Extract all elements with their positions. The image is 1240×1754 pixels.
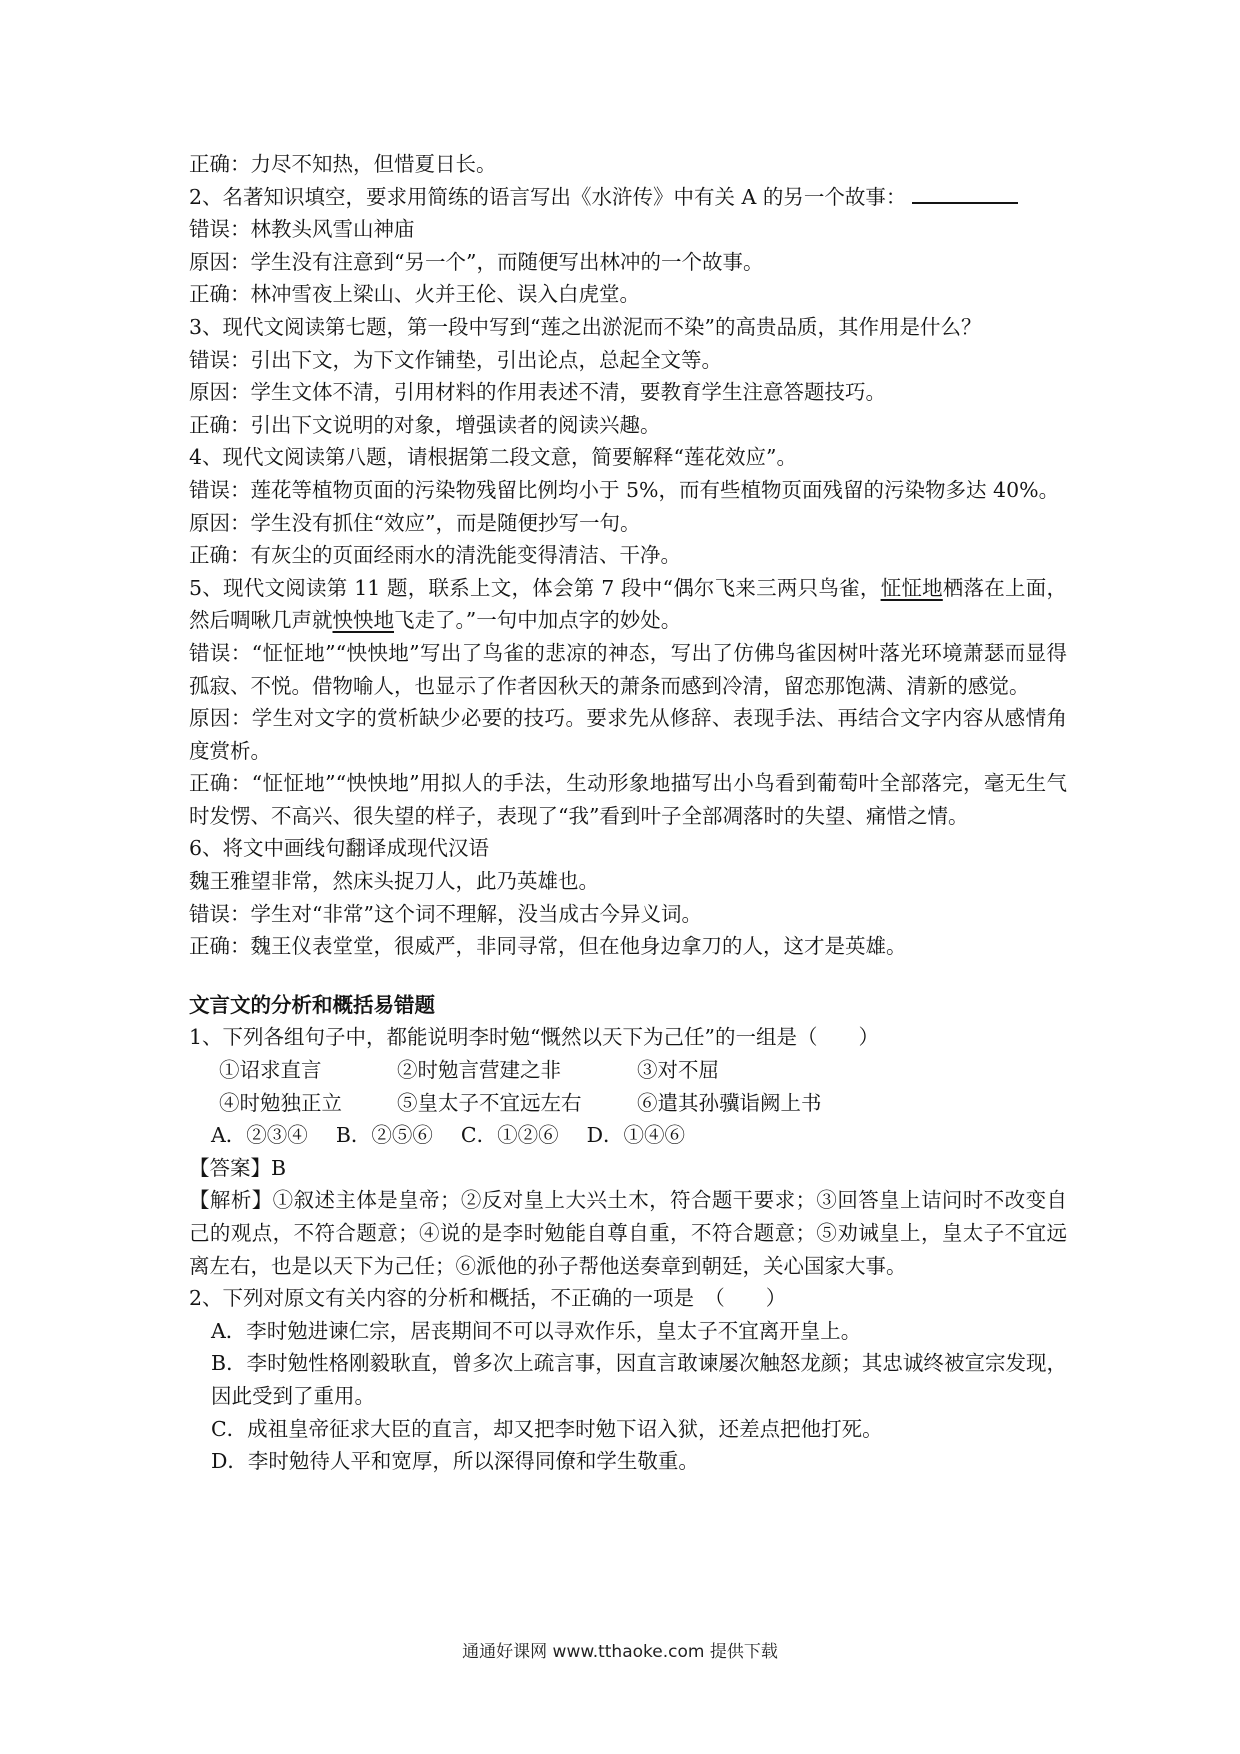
text-line: 魏王雅望非常，然床头捉刀人，此乃英雄也。 bbox=[189, 869, 599, 894]
option-item: ⑤皇太子不宜远左右 bbox=[397, 1090, 582, 1115]
question-text: 飞走了。”一句中加点字的妙处。 bbox=[394, 608, 682, 633]
question-5 bbox=[189, 572, 1067, 637]
text-line: 原因：学生没有抓住“效应”，而是随便抄写一句。 bbox=[189, 510, 641, 535]
text-paragraph: 错误：莲花等植物页面的污染物残留比例均小于 5%，而有些植物页面残留的污染物多达 40%。 bbox=[189, 477, 1060, 502]
page-footer: 通通好课网 www.tthaoke.com 提供下载 bbox=[462, 1642, 778, 1662]
option-c: C．成祖皇帝征求大臣的直言，却又把李时勉下诏入狱，还差点把他打死。 bbox=[211, 1416, 883, 1441]
option-item: ④时勉独正立 bbox=[219, 1090, 342, 1115]
choice-c: C．①②⑥ bbox=[460, 1123, 559, 1148]
analysis-paragraph: 【解析】①叙述主体是皇帝；②反对皇上大兴土木，符合题干要求；③回答皇上诘问时不改变自己的观点，不符合题意；④说的是李时勉能自尊自重，不符合题意；⑤劝诫皇上，皇太子不宜远离左右，也是以天下为己任；⑥派他的孙子帮他送奏章到朝廷，关心国家大事。 bbox=[189, 1188, 1067, 1278]
option-b: B．李时勉性格刚毅耿直，曾多次上疏言事，因直言敢谏屡次触怒龙颜；其忠诚终被宣宗发现，因此受到了重用。 bbox=[211, 1351, 1067, 1408]
question-3: 3、现代文阅读第七题，第一段中写到“莲之出淤泥而不染”的高贵品质，其作用是什么？ bbox=[189, 314, 982, 339]
question-6: 6、将文中画线句翻译成现代汉语 bbox=[189, 836, 490, 861]
choices-row bbox=[189, 1119, 1067, 1152]
question-2 bbox=[189, 181, 1067, 214]
text-paragraph: 原因：学生对文字的赏析缺少必要的技巧。要求先从修辞、表现手法、再结合文字内容从感情角度赏析。 bbox=[189, 706, 1067, 763]
text-paragraph: 正确：“怔怔地”“怏怏地”用拟人的手法，生动形象地描写出小鸟看到葡萄叶全部落完，毫无生气时发愣、不高兴、很失望的样子，表现了“我”看到叶子全部凋落时的失望、痛惜之情。 bbox=[189, 771, 1067, 828]
text-line: 错误：学生对“非常”这个词不理解，没当成古今异义词。 bbox=[189, 901, 702, 926]
text-line: 错误：引出下文，为下文作铺垫，引出论点，总起全文等。 bbox=[189, 347, 722, 372]
underlined-word: 怏怏地 bbox=[332, 608, 394, 633]
options-row bbox=[189, 1087, 1067, 1120]
text-line: 正确：有灰尘的页面经雨水的清洗能变得清洁、干净。 bbox=[189, 543, 681, 568]
question-text: 5、现代文阅读第 11 题，联系上文，体会第 7 段中“偶尔飞来三两只鸟雀， bbox=[189, 575, 881, 600]
section-heading: 文言文的分析和概括易错题 bbox=[189, 992, 435, 1017]
underlined-word: 怔怔地 bbox=[880, 575, 943, 600]
text-line: 原因：学生文体不清，引用材料的作用表述不清，要教育学生注意答题技巧。 bbox=[189, 380, 886, 405]
text-line: 正确：引出下文说明的对象，增强读者的阅读兴趣。 bbox=[189, 412, 661, 437]
text-line: 原因：学生没有注意到“另一个”，而随便写出林冲的一个故事。 bbox=[189, 249, 764, 274]
question-1: 1、下列各组句子中，都能说明李时勉“慨然以天下为己任”的一组是（ ） bbox=[189, 1025, 880, 1050]
option-d: D．李时勉待人平和宽厚，所以深得同僚和学生敬重。 bbox=[211, 1449, 699, 1474]
option-item: ⑥遣其孙骥诣阙上书 bbox=[637, 1090, 822, 1115]
choice-d: D．①④⑥ bbox=[586, 1123, 686, 1148]
text-line: 正确：魏王仪表堂堂，很威严，非同寻常，但在他身边拿刀的人，这才是英雄。 bbox=[189, 934, 907, 959]
document-body bbox=[189, 148, 1067, 1478]
question-4: 4、现代文阅读第八题，请根据第二段文意，简要解释“莲花效应”。 bbox=[189, 445, 798, 470]
option-item: ②时勉言营建之非 bbox=[397, 1058, 561, 1083]
text-line: 正确：林冲雪夜上梁山、火并王伦、误入白虎堂。 bbox=[189, 282, 640, 307]
question-text: 2、名著知识填空，要求用简练的语言写出《水浒传》中有关 A 的另一个故事： bbox=[189, 184, 907, 209]
options-row bbox=[189, 1054, 1067, 1087]
answer-line: 【答案】B bbox=[189, 1155, 287, 1180]
text-line: 正确：力尽不知热，但惜夏日长。 bbox=[189, 152, 497, 176]
choice-a: A．②③④ bbox=[211, 1123, 308, 1148]
option-a: A．李时勉进谏仁宗，居丧期间不可以寻欢作乐，皇太子不宜离开皇上。 bbox=[211, 1318, 862, 1343]
option-item: ①诏求直言 bbox=[219, 1058, 322, 1083]
question-text: 栖落在上面，然后啁啾几声就 bbox=[189, 575, 1068, 633]
text-line: 错误：林教头风雪山神庙 bbox=[189, 217, 415, 242]
text-paragraph: 错误：“怔怔地”“怏怏地”写出了鸟雀的悲凉的神态，写出了仿佛鸟雀因树叶落光环境萧瑟而显得孤寂、不悦。借物喻人，也显示了作者因秋天的萧条而感到冷清，留恋那饱满、清新的感觉。 bbox=[189, 640, 1067, 698]
question-2b: 2、下列对原文有关内容的分析和概括，不正确的一项是 （ ） bbox=[189, 1286, 787, 1311]
answer-blank bbox=[912, 184, 1018, 204]
choice-b: B．②⑤⑥ bbox=[335, 1123, 433, 1148]
option-item: ③对不屈 bbox=[637, 1058, 719, 1083]
